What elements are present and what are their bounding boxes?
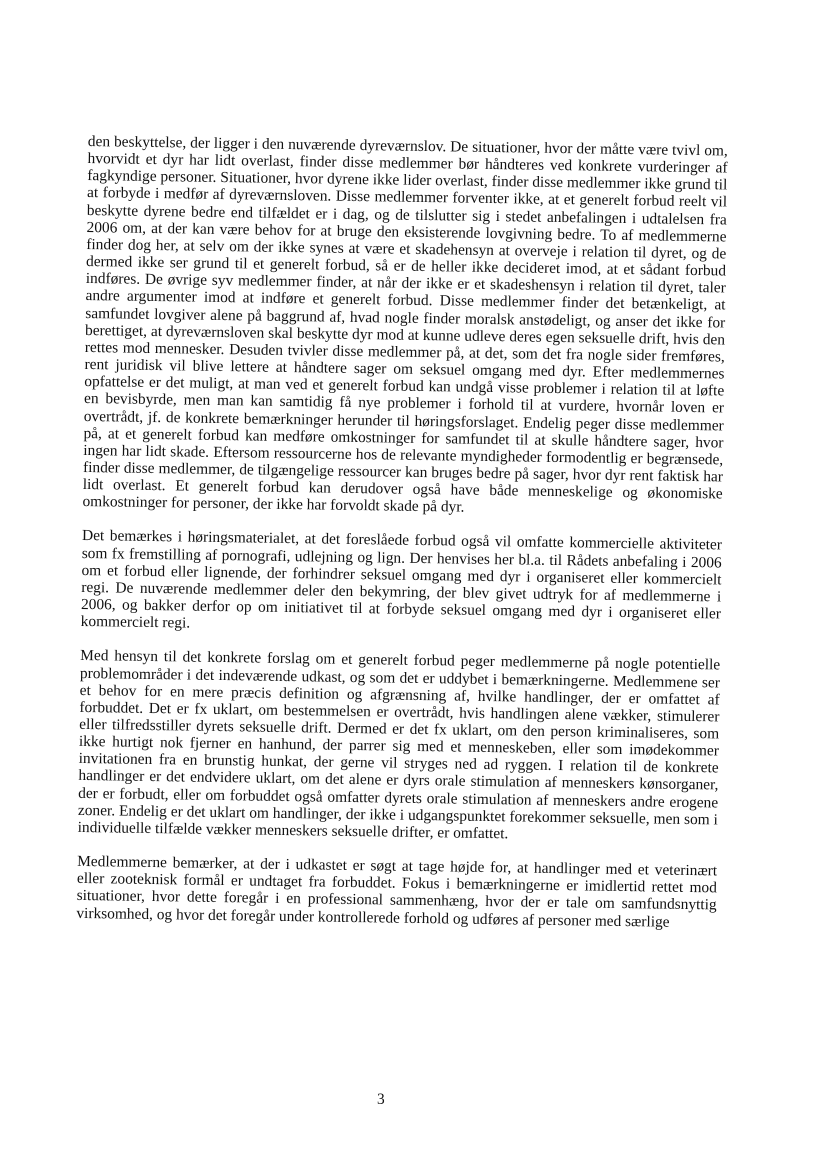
- paragraph-3: Med hensyn til det konkrete forslag om et generelt forbud peger medlemmerne på nogle potentielle problemområder i det indeværende udkast, og som det er uddybet i bemærkningerne. Medlemmene ser et behov for en mere præcis definition og afgrænsning af, hvilke handlinger, der er omfattet af forbuddet. Det er fx uklart, om bestemmelsen er overtrådt, hvis handlingen alene vækker, stimulerer eller tilfredsstiller dyrets seksuelle drift. Dermed er det fx uklart, om den person kriminaliseres, som ikke hurtigt nok fjerner en hanhund, der parrer sig med et menneskeben, eller som imødekommer invitationen fra en brunstig hunkat, der gerne vil stryges ned ad ryggen. I relation til de konkrete handlinger er det endvidere uklart, om det alene er dyrs orale stimulation af menneskers kønsorganer, der er forbudt, eller om forbuddet også omfatter dyrets orale stimulation af menneskers andre erogene zoner. Endelig er det uklart om handlinger, der ikke i udgangspunktet forekommer seksuelle, men som i individuelle tilfælde vækker menneskers seksuelle drifter, er omfattet.: [77, 647, 721, 843]
- body-text: [76, 133, 728, 948]
- paragraph-2: Det bemærkes i høringsmaterialet, at det foreslåede forbud også vil omfatte kommercielle aktiviteter som fx fremstilling af pornografi, udlejning og lign. Der henvises her bl.a. til Rådets anbefaling i 2006 om et forbud eller lignende, der forhindrer seksuel omgang med dyr i organiseret eller kommercielt regi. De nuværende medlemmer deler den bekymring, der blev givet udtryk for af medlemmerne i 2006, og bakker derfor op om initiativet til at forbyde seksuel omgang med dyr i organiseret eller kommercielt regi.: [80, 527, 723, 632]
- paragraph-4: Medlemmerne bemærker, at der i udkastet er søgt at tage højde for, at handlinger med et veterinært eller zooteknisk formål er undtaget fra forbuddet. Fokus i bemærkningerne er imidlertid rettet mod situationer, hvor dette foregår i en professional sammenhæng, hvor der er tale om samfundsnyttig virksomhed, og hvor det foregår under kontrollerede forhold og udføres af personer med særlige: [76, 853, 718, 931]
- page-number: 3: [377, 1091, 385, 1108]
- paragraph-1: den beskyttelse, der ligger i den nuværende dyreværnslov. De situationer, hvor der måtte være tvivl om, hvorvidt et dyr har lidt overlast, finder disse medlemmer bør håndteres ved konkrete vurderinger af fagkyndige personer. Situationer, hvor dyrene ikke lider overlast, finder disse medlemmer ikke grund til at forbyde i medfør af dyreværnsloven. Disse medlemmer forventer ikke, at et generelt forbud reelt vil beskytte dyrene bedre end tilfældet er i dag, og de tilslutter sig i stedet anbefalingen i udtalelsen fra 2006 om, at der kan være behov for at bruge den eksisterende lovgivning bedre. To af medlemmerne finder dog her, at selv om der ikke synes at være et skadehensyn at overveje i relation til dyret, og de dermed ikke ser grund til et generelt forbud, så er de heller ikke decideret imod, at et sådant forbud indføres. De øvrige syv medlemmer finder, at når der ikke er et skadeshensyn i relation til dyret, taler andre argumenter imod at indføre et generelt forbud. Disse medlemmer finder det betænkeligt, at samfundet lovgiver alene på baggrund af, hvad nogle finder moralsk anstødeligt, og anser det ikke for berettiget, at dyreværnsloven skal beskytte dyr mod at kunne udleve deres egen seksuelle drift, hvis den rettes mod mennesker. Desuden tvivler disse medlemmer på, at det, som det fra nogle sider fremføres, rent juridisk vil blive lettere at håndtere sager om seksuel omgang med dyr. Efter medlemmernes opfattelse er det muligt, at man ved et generelt forbud kan undgå visse problemer i relation til at løfte en bevisbyrde, men man kan samtidig få nye problemer i forhold til at vurdere, hvornår loven er overtrådt, jf. de konkrete bemærkninger herunder til høringsforslaget. Endelig peger disse medlemmer på, at et generelt forbud kan medføre omkostninger for samfundet til at skulle håndtere sager, hvor ingen har lidt skade. Eftersom ressourcerne hos de relevante myndigheder formodentlig er begrænsede, finder disse medlemmer, de tilgængelige ressourcer kan bruges bedre på sager, hvor dyr rent faktisk har lidt overlast. Et generelt forbud kan derudover også have både menneskelige og økonomiske omkostninger for personer, der ikke har forvoldt skade på dyr.: [82, 133, 728, 516]
